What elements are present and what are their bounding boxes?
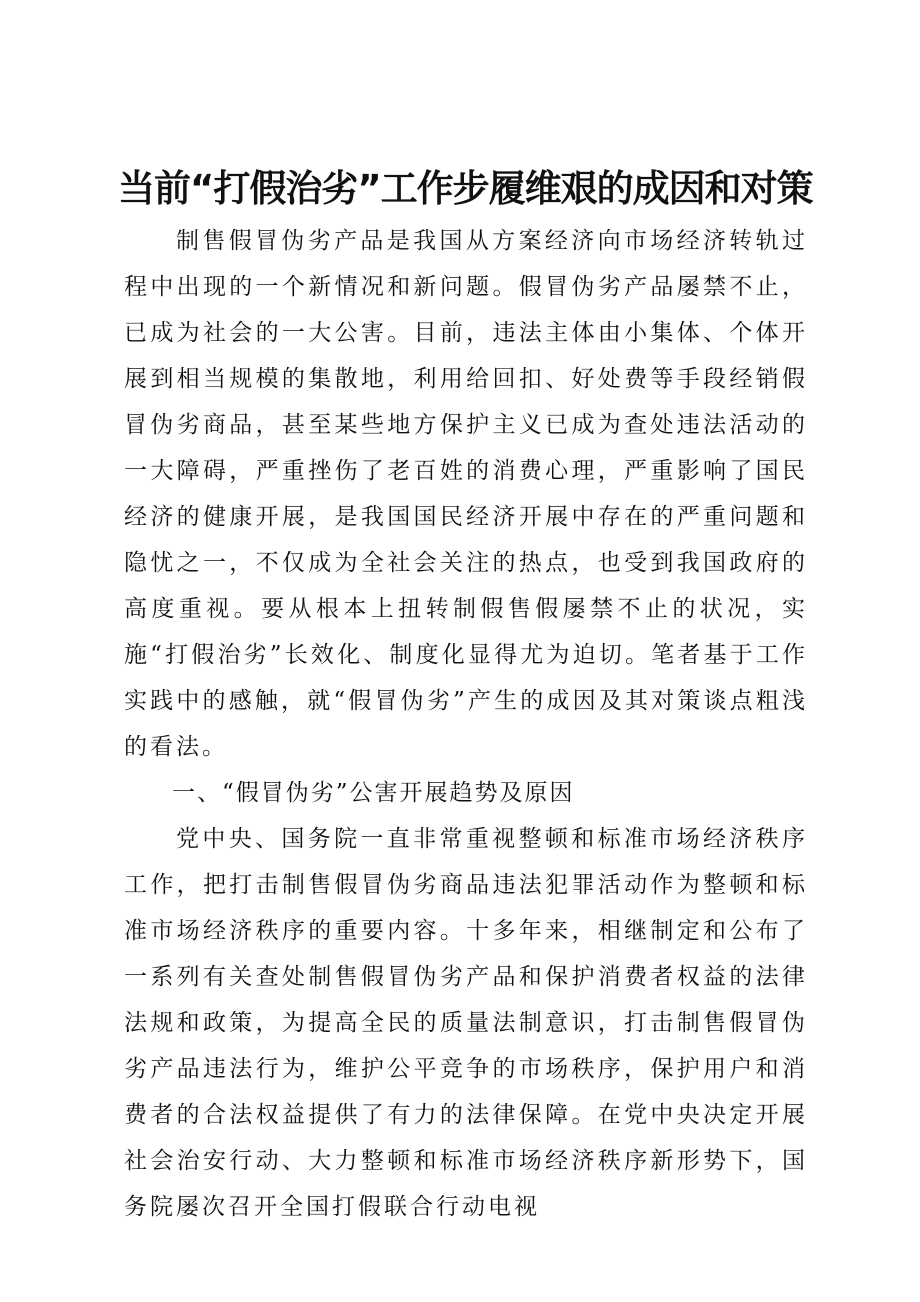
document-body [124, 218, 808, 1230]
intro-paragraph: 制售假冒伪劣产品是我国从方案经济向市场经济转轨过程中出现的一个新情况和新问题。假冒伪劣产品屡禁不止，已成为社会的一大公害。目前，违法主体由小集体、个体开展到相当规模的集散地，利用给回扣、好处费等手段经销假冒伪劣商品，甚至某些地方保护主义已成为查处违法活动的一大障碍，严重挫伤了老百姓的消费心理，严重影响了国民经济的健康开展，是我国国民经济开展中存在的严重问题和隐忧之一，不仅成为全社会关注的热点，也受到我国政府的高度重视。要从根本上扭转制假售假屡禁不止的状况，实施“打假治劣”长效化、制度化显得尤为迫切。笔者基于工作实践中的感触，就“假冒伪劣”产生的成因及其对策谈点粗浅的看法。 [124, 228, 808, 760]
section-heading: 一、“假冒伪劣”公害开展趋势及原因 [172, 780, 575, 806]
section-paragraph: 党中央、国务院一直非常重视整顿和标准市场经济秩序工作，把打击制售假冒伪劣商品违法犯罪活动作为整顿和标准市场经济秩序的重要内容。十多年来，相继制定和公布了一系列有关查处制售假冒伪劣产品和保护消费者权益的法律法规和政策，为提高全民的质量法制意识，打击制售假冒伪劣产品违法行为，维护公平竞争的市场秩序，保护用户和消费者的合法权益提供了有力的法律保障。在党中央决定开展社会治安行动、大力整顿和标准市场经济秩序新形势下，国务院屡次召开全国打假联合行动电视 [124, 826, 808, 1220]
document-title: 当前“打假治劣”工作步履维艰的成因和对策 [118, 167, 813, 210]
